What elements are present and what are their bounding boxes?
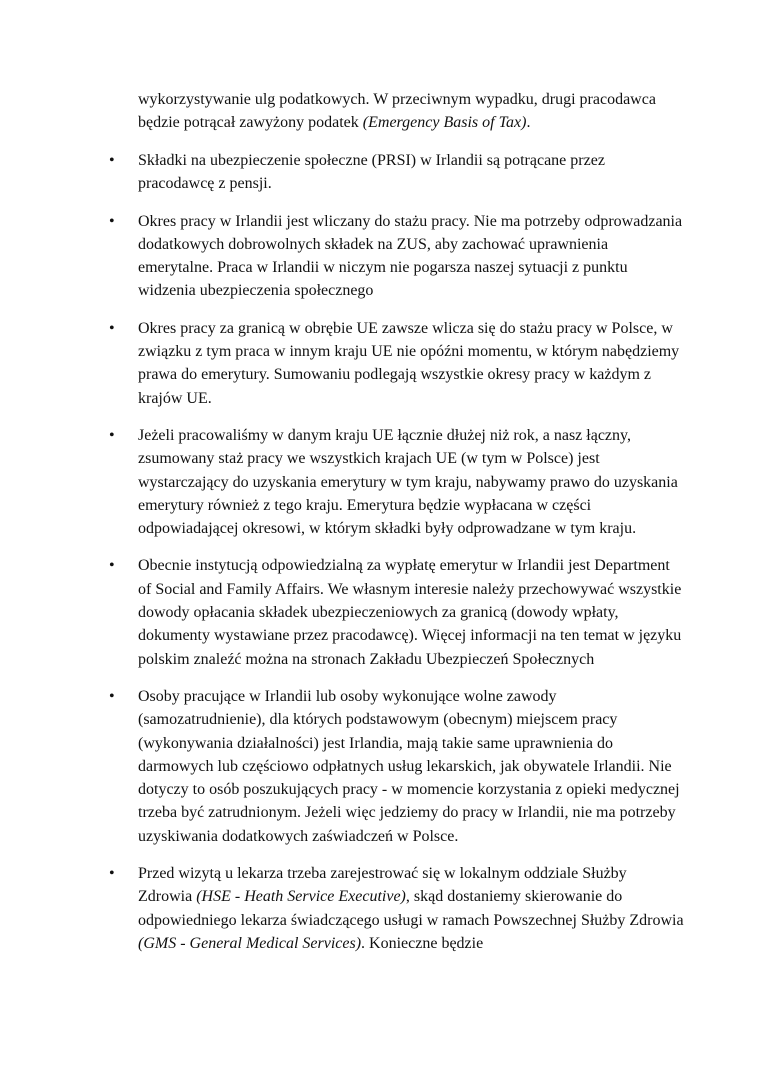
list-item-text: Okres pracy w Irlandii jest wliczany do stażu pracy. Nie ma potrzeby odprowadzania dodatkowych dobrowolnych składek na ZUS, aby zachować uprawnienia emerytalne. Praca w Irlandii w niczym nie pogarsza naszej sytuacji z punktu widzenia ubezpieczenia społecznego <box>138 212 683 300</box>
list-item-text <box>138 862 684 955</box>
list-item <box>109 210 684 303</box>
list-item-text: Składki na ubezpieczenie społeczne (PRSI) w Irlandii są potrącane przez pracodawcę z pensji. <box>138 152 605 193</box>
list-item-text-part: Przed wizytą u lekarza trzeba zarejestrować się w lokalnym oddziale Służby Zdrowia <box>138 865 627 906</box>
list-item-text-part: . Konieczne będzie <box>361 934 484 952</box>
bullet-icon: • <box>109 152 115 169</box>
list-item <box>109 862 684 955</box>
continuation-tail: . <box>526 114 531 132</box>
bullet-icon: • <box>109 319 115 337</box>
list-item-italic: (GMS - General Medical Services) <box>138 934 362 952</box>
bullet-icon: • <box>109 212 115 230</box>
list-item <box>109 424 684 540</box>
bullet-icon: • <box>109 865 115 883</box>
continuation-italic: (Emergency Basis of Tax) <box>362 114 527 132</box>
list-item-text: Obecnie instytucją odpowiedzialną za wypłatę emerytur w Irlandii jest Department of Social and Family Affairs. We własnym interesie należy przechowywać wszystkie dowody opłacania składek ubezpieczeniowych za granicą (dowody wpłaty, dokumenty wystawiane przez pracodawcę). Więcej informacji na ten temat w języku polskim znaleźć można na stronach Zakładu Ubezpieczeń Społecznych <box>138 557 682 668</box>
list-item-text-part: , skąd dostaniemy skierowanie do odpowiedniego lekarza świadczącego usługi w ramach Powszechnej Służby Zdrowia <box>138 888 684 929</box>
list-item-text: Okres pracy za granicą w obrębie UE zawsze wlicza się do stażu pracy w Polsce, w związku z tym praca w innym kraju UE nie opóźni momentu, w którym nabędziemy prawa do emerytury. Sumowaniu podlegają wszystkie okresy pracy w każdym z krajów UE. <box>138 319 680 407</box>
bullet-icon: • <box>109 687 115 705</box>
bullet-icon: • <box>109 426 115 444</box>
bullet-list <box>109 149 684 969</box>
list-item-italic: (HSE - Heath Service Executive) <box>196 888 406 906</box>
list-item <box>109 554 684 670</box>
list-item-text: Osoby pracujące w Irlandii lub osoby wykonujące wolne zawody (samozatrudnienie), dla których podstawowym (obecnym) miejscem pracy (wykonywania działalności) jest Irlandia, mają takie same uprawnienia do darmowych lub częściowo odpłatnych usług lekarskich, jak obywatele Irlandii. Nie dotyczy to osób poszukujących pracy - w momencie korzystania z opieki medycznej trzeba być zatrudnionym. Jeżeli więc jedziemy do pracy w Irlandii, nie ma potrzeby uzyskiwania dodatkowych zaświadczeń w Polsce. <box>138 687 680 845</box>
continuation-text: wykorzystywanie ulg podatkowych. W przeciwnym wypadku, drugi pracodawca będzie potrącał zawyżony podatek <box>138 91 656 132</box>
list-item <box>109 317 684 410</box>
bullet-icon: • <box>109 557 115 575</box>
list-item-text: Jeżeli pracowaliśmy w danym kraju UE łącznie dłużej niż rok, a nasz łączny, zsumowany staż pracy we wszystkich krajach UE (w tym w Polsce) jest wystarczający do uzyskania emerytury w tym kraju, nabywamy prawo do uzyskania emerytury również z tego kraju. Emerytura będzie wypłacana w części odpowiadającej okresowi, w którym składki były odprowadzane w tym kraju. <box>138 426 678 538</box>
list-item <box>109 685 684 848</box>
continuation-paragraph <box>138 88 678 135</box>
list-item <box>109 149 684 196</box>
